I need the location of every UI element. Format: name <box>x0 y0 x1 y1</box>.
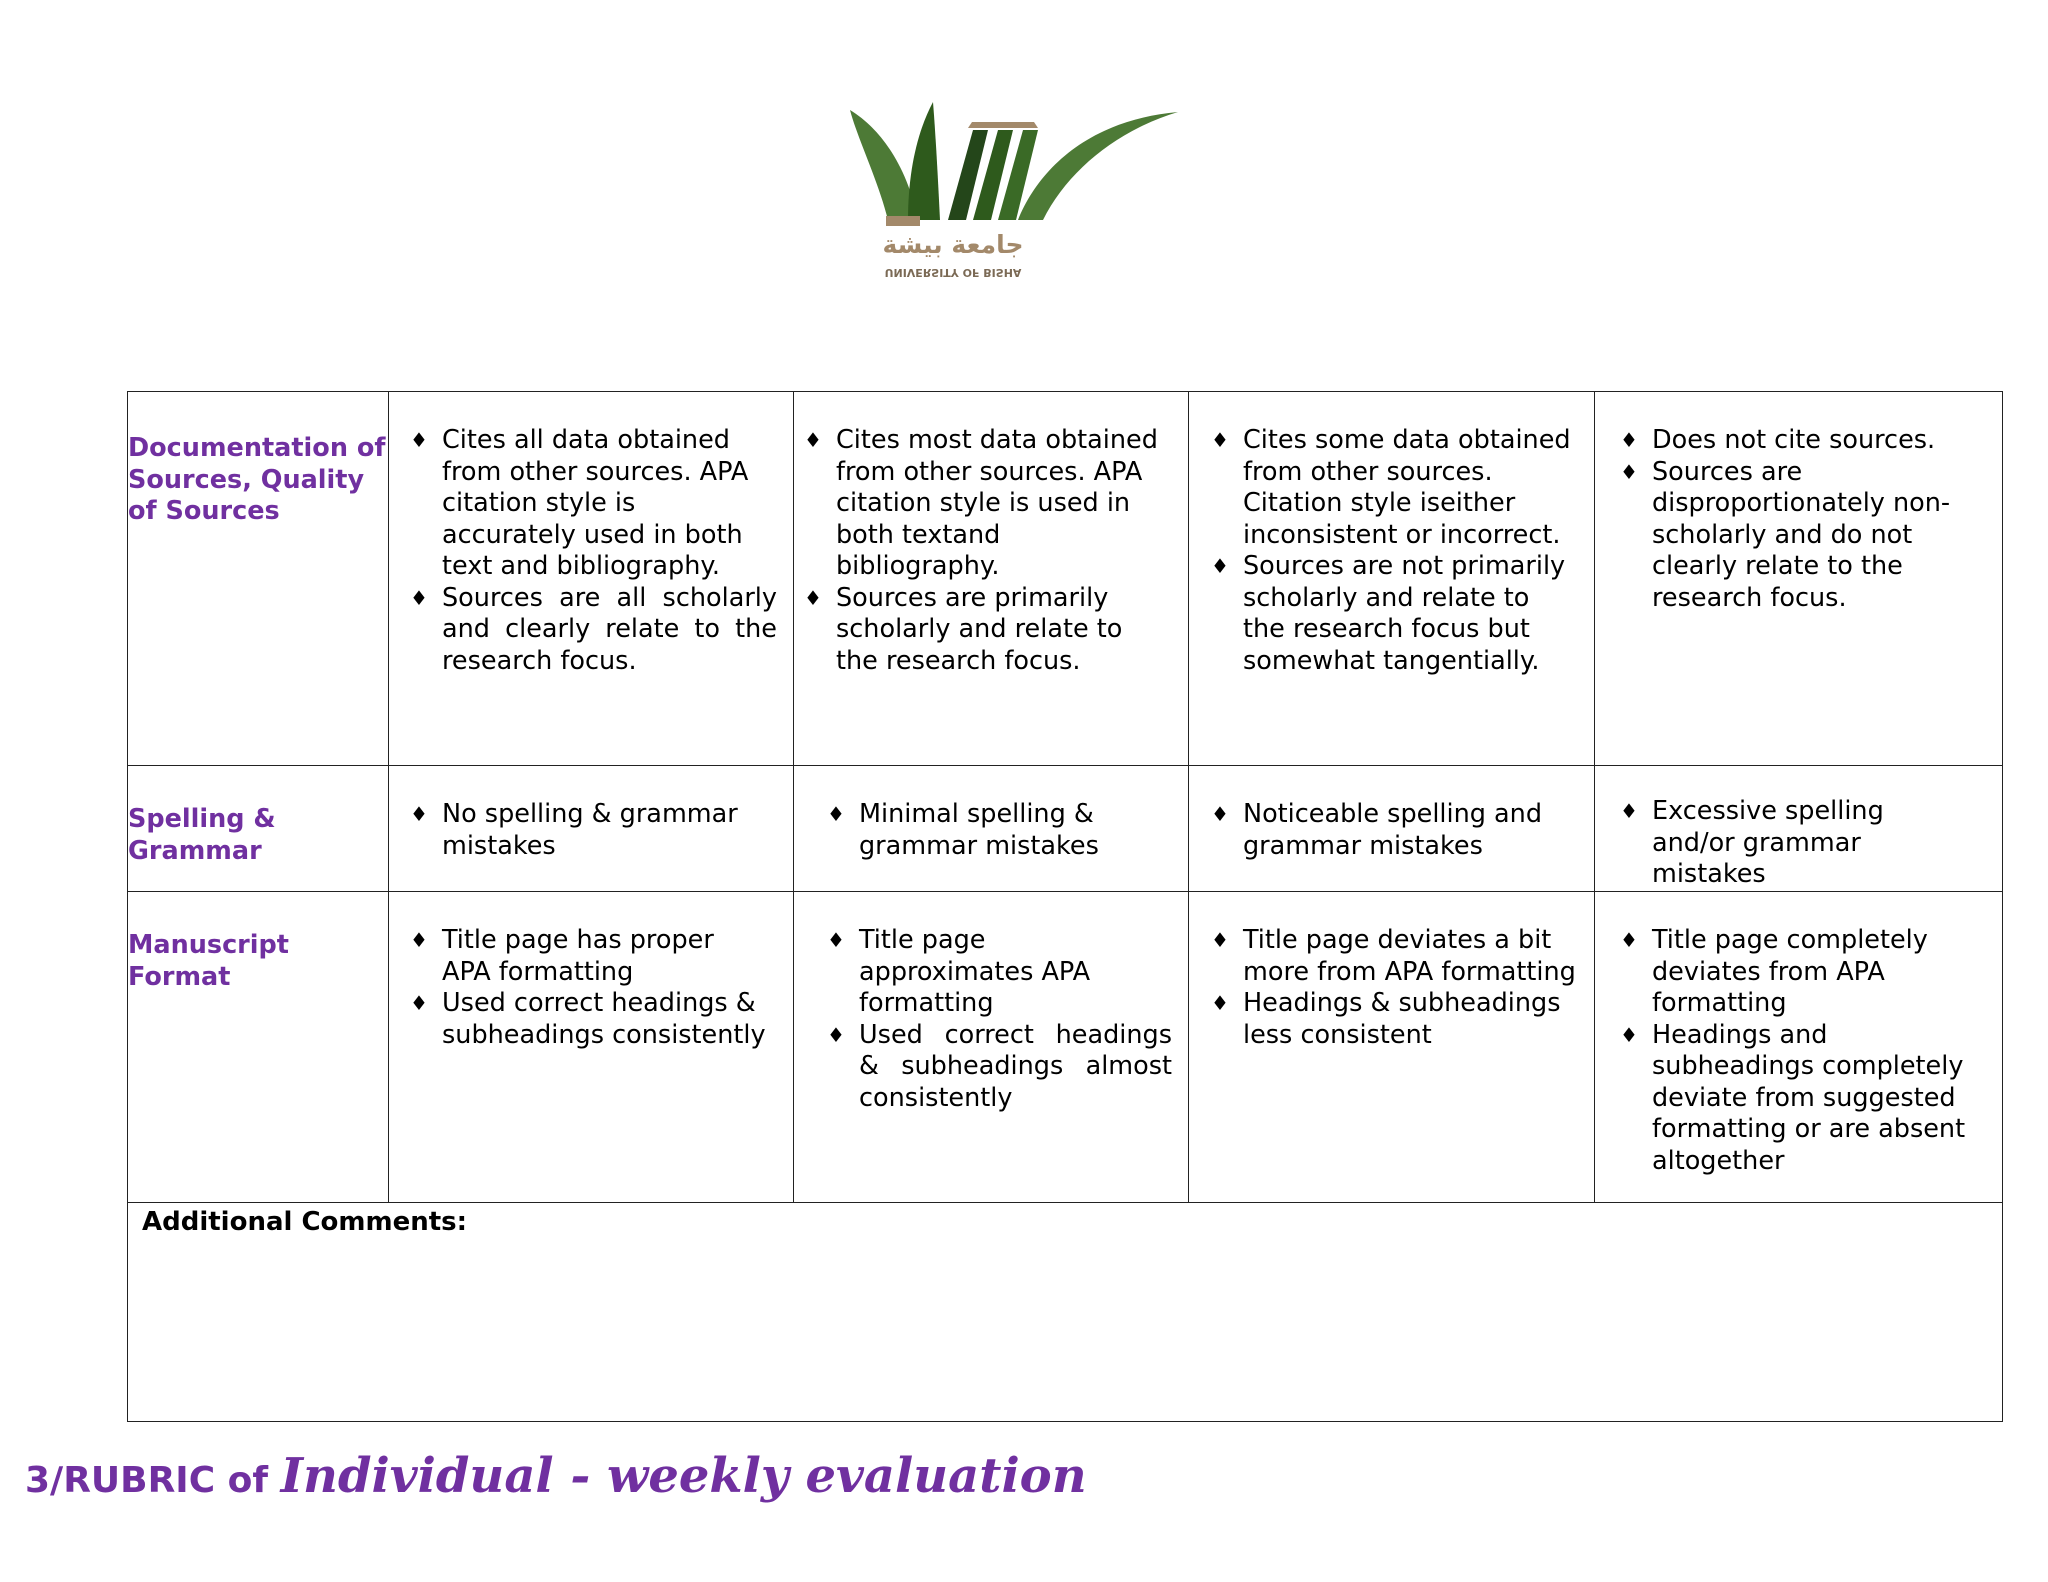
bullet-item: ♦ Headings & subheadings less consistent <box>1243 988 1578 1051</box>
bullet-list <box>1189 892 1594 1051</box>
rubric-row-comments <box>128 1203 2003 1422</box>
bullet-list <box>1595 392 2002 614</box>
bullet-item: ♦ Headings and subheadings completely deviate from suggested formatting or are absent altogether <box>1652 1020 1986 1178</box>
footer-title: Individual - weekly evaluation <box>280 1448 1087 1504</box>
bullet-list <box>794 892 1188 1114</box>
bullet-list <box>389 766 793 862</box>
bullet-list <box>1595 892 2002 1177</box>
bullet-item: ♦ Excessive spelling and/or grammar mistakes <box>1652 796 1962 891</box>
rubric-row-spelling <box>128 766 2003 892</box>
bullet-item: ♦ Sources are disproportionately non-scholarly and do not clearly relate to the research focus. <box>1652 457 1986 615</box>
additional-comments-cell <box>128 1203 2003 1422</box>
criterion-cell <box>128 892 389 1203</box>
bullet-list <box>1189 392 1594 677</box>
bullet-item: ♦ Cites some data obtained from other sources. Citation style iseither inconsistent or incorrect. <box>1243 425 1578 551</box>
level-cell <box>1189 392 1595 766</box>
bullet-item: ♦ Sources are all scholarly and clearly relate to the research focus. <box>442 583 777 678</box>
bullet-item: ♦ Does not cite sources. <box>1652 425 1986 457</box>
bullet-item: ♦ Title page has proper APA formatting <box>442 925 777 988</box>
level-cell <box>1595 392 2003 766</box>
bullet-item: ♦ Minimal spelling & grammar mistakes <box>859 799 1172 862</box>
university-logo <box>848 100 1178 290</box>
bullet-item: ♦ Title page deviates a bit more from APA formatting <box>1243 925 1578 988</box>
bullet-item: ♦ Noticeable spelling and grammar mistakes <box>1243 799 1578 862</box>
bullet-item: ♦ Title page approximates APA formatting <box>859 925 1172 1020</box>
criterion-label: Documentation of Sources, Quality of Sources <box>128 433 386 526</box>
rubric-row-manuscript <box>128 892 2003 1203</box>
logo-arabic-text: جامعة بيشة <box>882 230 1024 259</box>
bullet-list <box>389 892 793 1051</box>
bullet-list <box>389 392 793 677</box>
criterion-label: Spelling & Grammar <box>128 804 276 866</box>
criterion-label: Manuscript Format <box>128 930 289 992</box>
level-cell <box>1189 766 1595 892</box>
criterion-cell <box>128 392 389 766</box>
bullet-list <box>1189 766 1594 862</box>
level-cell <box>794 766 1189 892</box>
rubric-row-documentation <box>128 392 2003 766</box>
level-cell <box>389 392 794 766</box>
bullet-list <box>794 392 1188 677</box>
level-cell <box>794 392 1189 766</box>
level-cell <box>1595 892 2003 1203</box>
level-cell <box>794 892 1189 1203</box>
level-cell <box>389 766 794 892</box>
level-cell <box>1189 892 1595 1203</box>
additional-comments-label: Additional Comments: <box>142 1207 468 1237</box>
level-cell <box>389 892 794 1203</box>
level-cell <box>1595 766 2003 892</box>
bullet-item: ♦ Used correct headings & subheadings almost consistently <box>859 1020 1172 1115</box>
logo-english-text: UNIVERSITY OF BISHA <box>884 266 1022 279</box>
bullet-item: ♦ Cites all data obtained from other sources. APA citation style is accurately used in both text and bibliography. <box>442 425 777 583</box>
bullet-list <box>1595 766 2002 891</box>
footer-prefix: 3/RUBRIC of <box>25 1460 281 1501</box>
bullet-item: ♦ Sources are not primarily scholarly and relate to the research focus but somewhat tangentially. <box>1243 551 1578 677</box>
bullet-item: ♦ Cites most data obtained from other sources. APA citation style is used in both textand bibliography. <box>836 425 1170 583</box>
bullet-item: ♦ Sources are primarily scholarly and relate to the research focus. <box>836 583 1170 678</box>
bullet-item: ♦ Used correct headings & subheadings consistently <box>442 988 777 1051</box>
bullet-item: ♦ No spelling & grammar mistakes <box>442 799 777 862</box>
rubric-table <box>127 391 2003 1422</box>
page-footer-title <box>25 1448 1087 1504</box>
criterion-cell <box>128 766 389 892</box>
logo-leaves-icon <box>848 100 1178 230</box>
bullet-item: ♦ Title page completely deviates from APA formatting <box>1652 925 1986 1020</box>
bullet-list <box>794 766 1188 862</box>
